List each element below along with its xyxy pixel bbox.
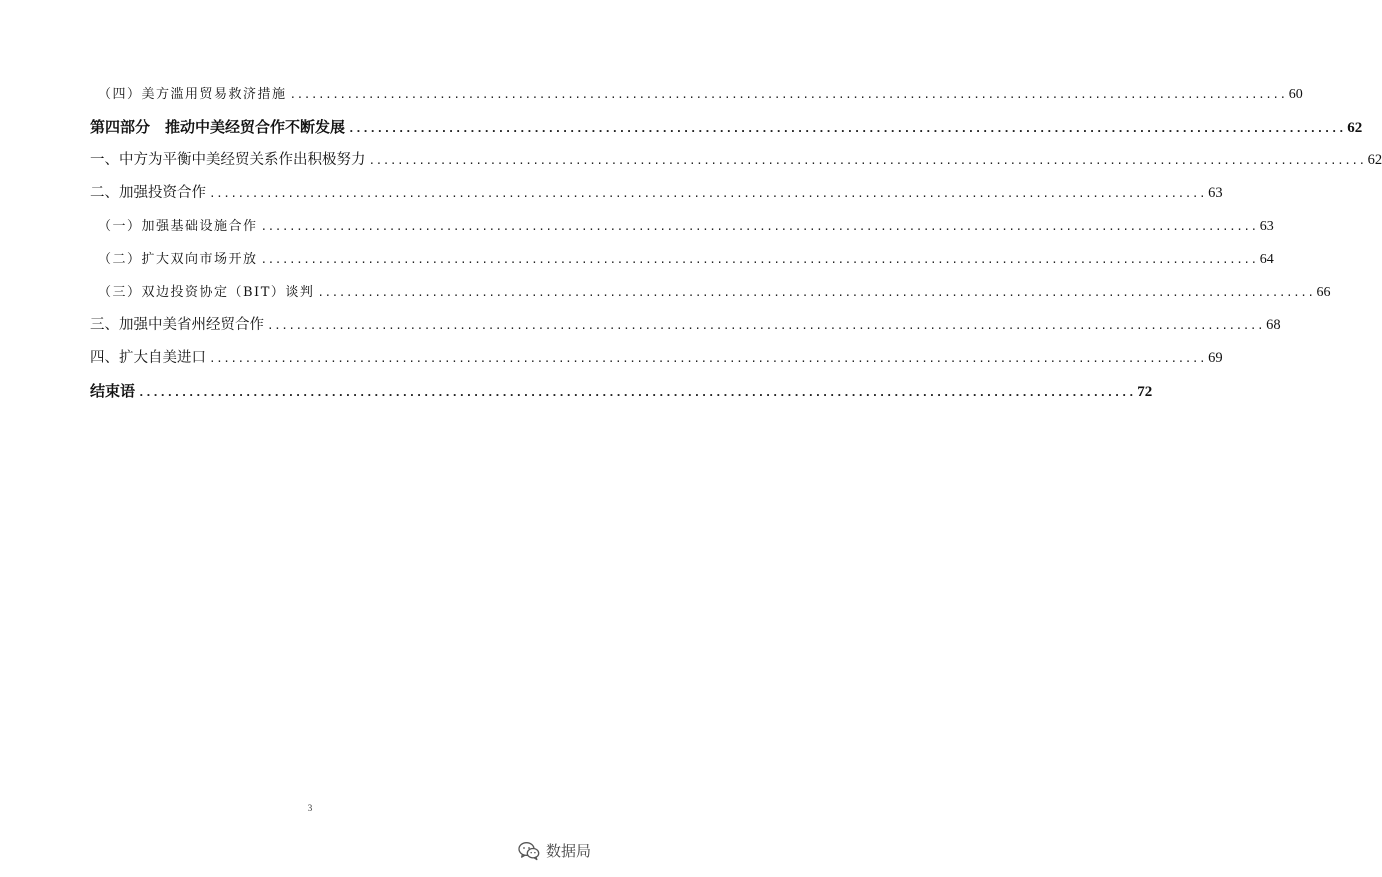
toc-leader-dots: ............................................................................................................................................	[138, 386, 1136, 399]
toc-entry-page: 64	[1259, 252, 1274, 267]
toc-leader-dots: ............................................................................................................................................	[348, 122, 1346, 135]
toc-leader-dots: ............................................................................................................................................	[209, 352, 1207, 365]
toc-entry[interactable]	[90, 243, 1274, 276]
toc-leader-dots: ............................................................................................................................................	[317, 286, 1315, 299]
toc-entry-label: 四、扩大自美进口	[90, 350, 206, 366]
toc-entry-page: 66	[1316, 285, 1331, 300]
toc-leader-dots: ............................................................................................................................................	[209, 187, 1207, 200]
toc-entry-label: 一、中方为平衡中美经贸关系作出积极努力	[90, 152, 366, 168]
page-number: 3	[307, 803, 313, 813]
toc-leader-dots: ............................................................................................................................................	[368, 154, 1366, 167]
toc-entry[interactable]	[90, 144, 1382, 177]
toc-entry-label: 第四部分 推动中美经贸合作不断发展	[90, 118, 346, 136]
toc-entry[interactable]	[90, 276, 1331, 309]
wechat-logo-icon	[518, 841, 540, 861]
toc-entry-page: 62	[1367, 152, 1382, 168]
toc-entry-page: 69	[1208, 350, 1223, 366]
toc-entry-label: 结束语	[90, 382, 136, 400]
toc-entry-label: （四）美方滥用贸易救济措施	[98, 87, 287, 102]
toc-entry[interactable]	[90, 111, 1363, 144]
toc-entry-page: 63	[1259, 219, 1274, 234]
toc-leader-dots: ............................................................................................................................................	[289, 88, 1287, 101]
toc-entry-page: 72	[1137, 384, 1153, 400]
toc-entry[interactable]	[90, 78, 1303, 111]
toc-entry-label: （二）扩大双向市场开放	[98, 252, 258, 267]
watermark	[518, 840, 591, 861]
toc-entry-page: 62	[1347, 120, 1363, 136]
toc-entry[interactable]	[90, 342, 1223, 375]
table-of-contents	[90, 78, 1382, 408]
toc-entry-page: 63	[1208, 185, 1223, 201]
toc-entry[interactable]	[90, 210, 1274, 243]
toc-leader-dots: ............................................................................................................................................	[260, 220, 1258, 233]
toc-entry-page: 68	[1266, 317, 1281, 333]
toc-entry-label: （一）加强基础设施合作	[98, 219, 258, 234]
toc-entry-label: （三）双边投资协定（BIT）谈判	[98, 285, 315, 300]
toc-leader-dots: ............................................................................................................................................	[267, 319, 1265, 332]
toc-entry[interactable]	[90, 177, 1223, 210]
toc-entry-page: 60	[1288, 87, 1303, 102]
toc-leader-dots: ............................................................................................................................................	[260, 253, 1258, 266]
toc-entry-label: 三、加强中美省州经贸合作	[90, 317, 264, 333]
watermark-text: 数据局	[546, 842, 592, 860]
toc-entry-label: 二、加强投资合作	[90, 185, 206, 201]
toc-entry[interactable]	[90, 309, 1281, 342]
toc-entry[interactable]	[90, 375, 1153, 408]
